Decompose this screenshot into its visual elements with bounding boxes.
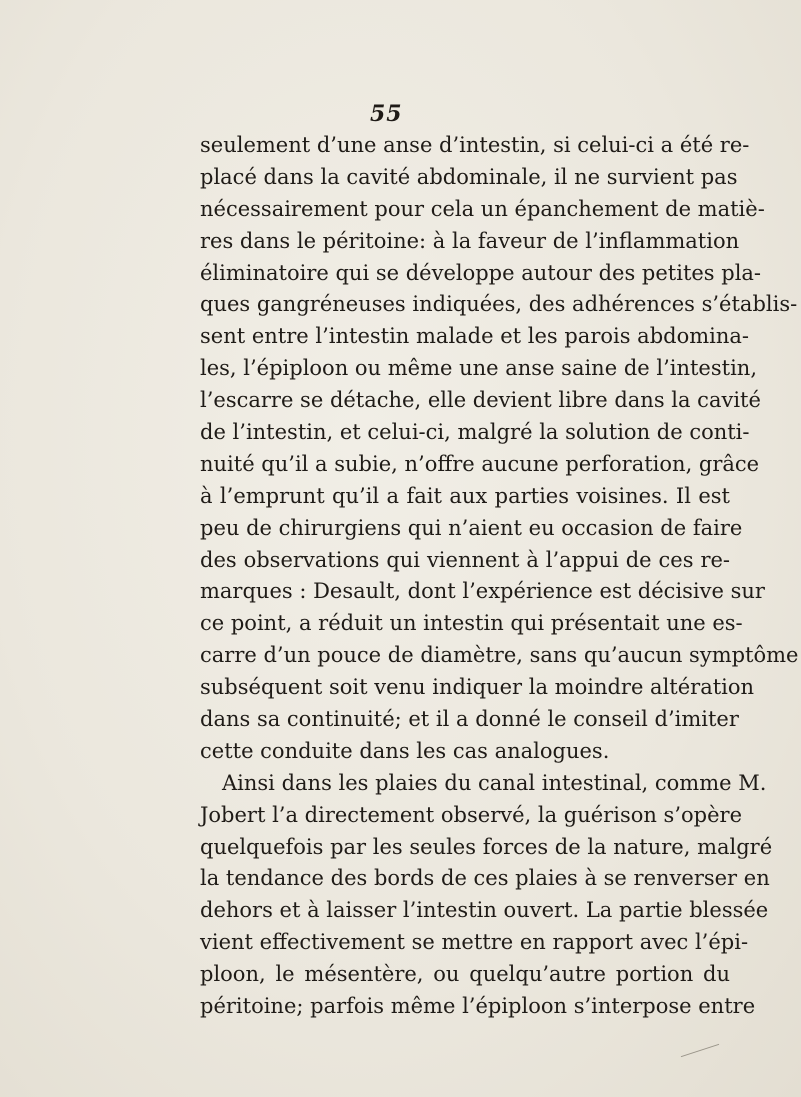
text-line: Ainsi dans les plaies du canal intestinal, comme M. [222, 770, 767, 795]
text-line: cette conduite dans les cas analogues. [200, 738, 610, 763]
text-line: peu de chirurgiens qui n’aient eu occasion de faire [200, 515, 743, 540]
text-line: vient effectivement se mettre en rapport avec l’épi- [200, 930, 749, 955]
text-line: de l’intestin, et celui-ci, malgré la solution de conti- [200, 420, 750, 445]
text-line: ce point, a réduit un intestin qui présentait une es- [200, 611, 743, 636]
body-text [200, 130, 799, 1023]
text-line: nuité qu’il a subie, n’offre aucune perforation, grâce [200, 451, 760, 476]
text-line: sent entre l’intestin malade et les parois abdomina- [200, 324, 749, 349]
text-line: seulement d’une anse d’intestin, si celui-ci a été re- [200, 133, 750, 157]
paper-mark [681, 1044, 719, 1057]
text-line: dehors et à laisser l’intestin ouvert. La partie blessée [200, 898, 769, 923]
text-line: l’escarre se détache, elle devient libre dans la cavité [200, 388, 761, 413]
text-line: à l’emprunt qu’il a fait aux parties voisines. Il est [200, 483, 730, 508]
text-line: péritoine; parfois même l’épiploon s’interpose entre [200, 994, 756, 1019]
text-line: Jobert l’a directement observé, la guérison s’opère [200, 802, 742, 827]
text-line: la tendance des bords de ces plaies à se renverser en [200, 866, 770, 891]
text-line: subséquent soit venu indiquer la moindre altération [200, 675, 755, 700]
text-line: ploon, le mésentère, ou quelqu’autre portion du [200, 962, 730, 987]
text-line: res dans le péritoine: à la faveur de l’inflammation [200, 228, 740, 253]
text-line: nécessairement pour cela un épanchement de matiè- [200, 196, 765, 221]
text-line: ques gangréneuses indiquées, des adhérences s’établis- [200, 292, 798, 317]
page-number: 55 [370, 101, 403, 127]
text-line: placé dans la cavité abdominale, il ne survient pas [200, 164, 738, 189]
text-line: dans sa continuité; et il a donné le conseil d’imiter [200, 707, 739, 732]
text-line: quelquefois par les seules forces de la nature, malgré [200, 834, 773, 859]
text-line: carre d’un pouce de diamètre, sans qu’aucun symptôme [200, 643, 799, 668]
text-line: des observations qui viennent à l’appui de ces re- [200, 547, 730, 572]
text-line: les, l’épiploon ou même une anse saine de l’intestin, [200, 356, 757, 381]
text-line: marques : Desault, dont l’expérience est décisive sur [200, 579, 765, 604]
text-line: éliminatoire qui se développe autour des petites pla- [200, 260, 762, 285]
